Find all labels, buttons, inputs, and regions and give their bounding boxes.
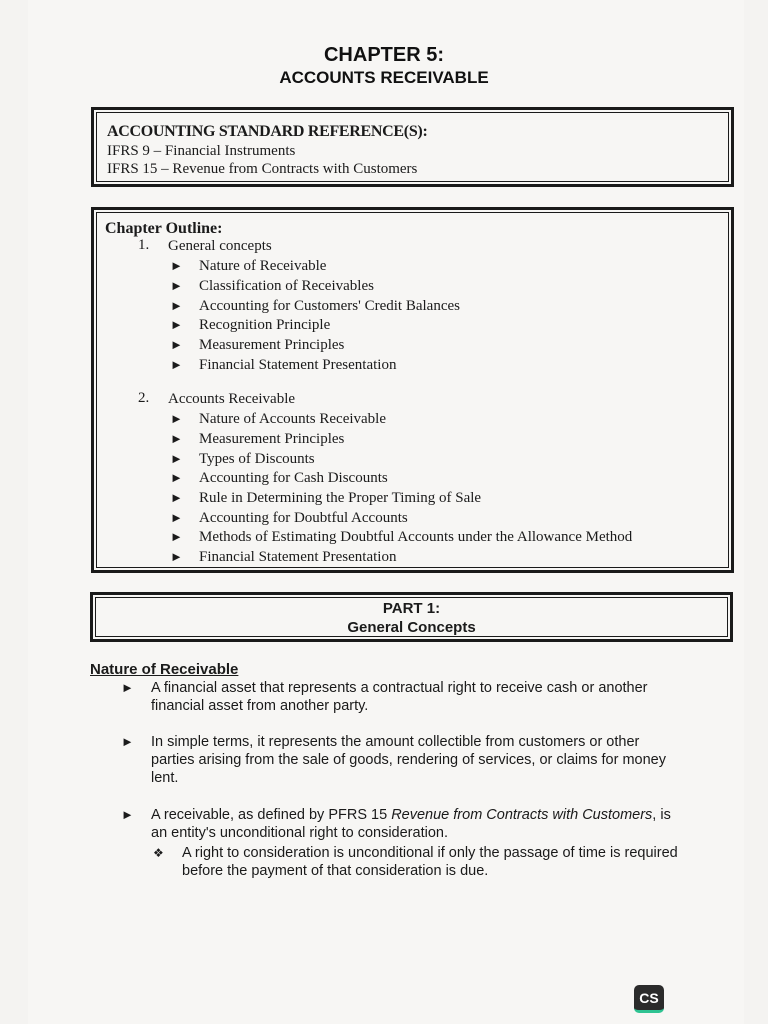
triangle-bullet-icon: ►	[170, 549, 183, 564]
paragraph-line: parties arising from the sale of goods, rendering of services, or claims for money	[151, 752, 666, 768]
outline-item: Measurement Principles	[199, 431, 345, 447]
standard-reference-heading: ACCOUNTING STANDARD REFERENCE(S):	[107, 123, 428, 140]
triangle-bullet-icon: ►	[170, 337, 183, 352]
outline-item: Accounting for Doubtful Accounts	[199, 510, 408, 526]
paragraph-line: In simple terms, it represents the amount collectible from customers or other	[151, 734, 640, 750]
triangle-bullet-icon: ►	[121, 734, 134, 749]
triangle-bullet-icon: ►	[170, 357, 183, 372]
chapter-subtitle: ACCOUNTS RECEIVABLE	[279, 68, 489, 87]
part-subtitle: General Concepts	[347, 619, 476, 636]
text-run: A receivable, as defined by PFRS 15	[151, 807, 392, 823]
outline-item: Rule in Determining the Proper Timing of Sale	[199, 490, 482, 506]
outline-heading: Chapter Outline:	[105, 220, 223, 237]
triangle-bullet-icon: ►	[170, 411, 183, 426]
outline-item: Financial Statement Presentation	[199, 549, 397, 565]
text-run: , is	[652, 807, 671, 823]
section-number: 2.	[138, 390, 150, 406]
outline-item: Recognition Principle	[199, 317, 331, 333]
paragraph-line: an entity's unconditional right to consideration.	[151, 825, 448, 841]
chapter-outline-box	[91, 207, 734, 573]
outline-item: Accounting for Cash Discounts	[199, 470, 388, 486]
triangle-bullet-icon: ►	[170, 470, 183, 485]
triangle-bullet-icon: ►	[170, 317, 183, 332]
part-heading-box	[90, 592, 733, 642]
outline-item: Methods of Estimating Doubtful Accounts under the Allowance Method	[199, 529, 633, 545]
triangle-bullet-icon: ►	[170, 490, 183, 505]
triangle-bullet-icon: ►	[170, 278, 183, 293]
section-heading: Nature of Receivable	[90, 661, 239, 678]
triangle-bullet-icon: ►	[170, 258, 183, 273]
triangle-bullet-icon: ►	[170, 298, 183, 313]
paragraph-line: A financial asset that represents a contractual right to receive cash or another	[151, 680, 648, 696]
paragraph-line: before the payment of that consideration is due.	[182, 863, 489, 879]
part-title: PART 1:	[382, 600, 441, 617]
paragraph-line	[151, 806, 671, 825]
paragraph-line: financial asset from another party.	[151, 698, 369, 714]
standard-item: IFRS 15 – Revenue from Contracts with Customers	[107, 161, 418, 177]
triangle-bullet-icon: ►	[170, 431, 183, 446]
paragraph-line: A right to consideration is unconditional if only the passage of time is required	[182, 845, 678, 861]
outline-item: Types of Discounts	[199, 451, 315, 467]
triangle-bullet-icon: ►	[121, 680, 134, 695]
outline-item: Nature of Accounts Receivable	[199, 411, 387, 427]
triangle-bullet-icon: ►	[170, 510, 183, 525]
diamond-bullet-icon: ❖	[153, 846, 164, 860]
triangle-bullet-icon: ►	[170, 529, 183, 544]
section-title: Accounts Receivable	[168, 391, 296, 407]
chapter-title: CHAPTER 5:	[323, 44, 444, 66]
standard-title-italic: Revenue from Contracts with Customers	[391, 807, 653, 823]
outline-item: Financial Statement Presentation	[199, 357, 397, 373]
section-title: General concepts	[168, 238, 272, 254]
triangle-bullet-icon: ►	[121, 807, 134, 822]
paragraph-line: lent.	[151, 770, 179, 786]
standard-item: IFRS 9 – Financial Instruments	[107, 143, 296, 159]
standard-reference-box	[91, 107, 734, 187]
outline-item: Accounting for Customers' Credit Balances	[199, 298, 460, 314]
triangle-bullet-icon: ►	[170, 451, 183, 466]
camscanner-logo-icon: CS	[634, 985, 664, 1013]
outline-item: Classification of Receivables	[199, 278, 374, 294]
section-number: 1.	[138, 237, 150, 253]
outline-item: Nature of Receivable	[199, 258, 327, 274]
outline-item: Measurement Principles	[199, 337, 345, 353]
